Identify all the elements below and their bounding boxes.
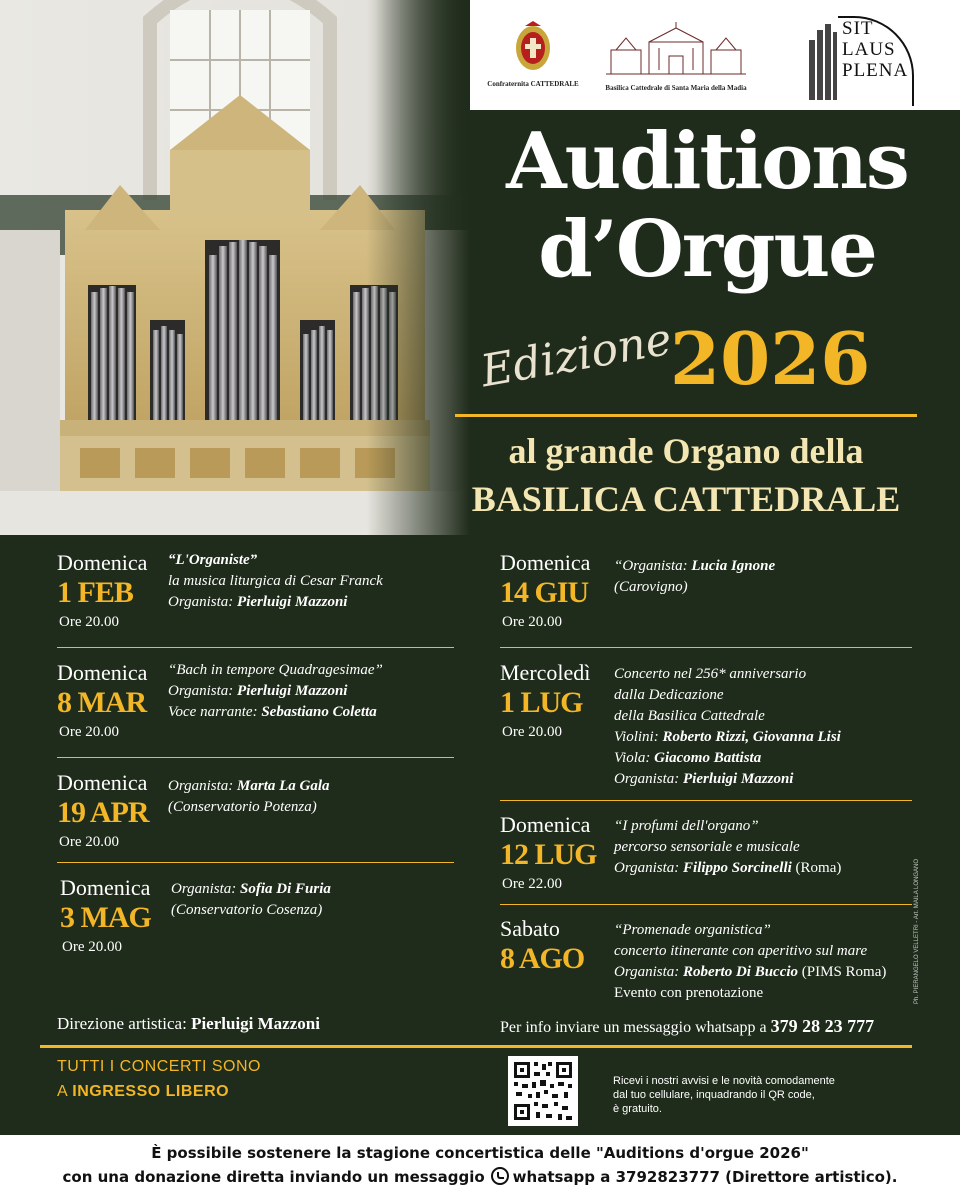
performer: Giacomo Battista (654, 750, 762, 766)
logos (470, 10, 950, 105)
performer: Pierluigi Mazzoni (683, 771, 794, 787)
performer: Roberto Di Buccio (683, 964, 799, 980)
footer (0, 1135, 960, 1200)
sit-laus-plena-text (842, 18, 908, 81)
confraternita-logo (478, 20, 588, 88)
free-entry-prefix: A (57, 1083, 68, 1100)
info-phone: 379 28 23 777 (770, 1016, 875, 1036)
qr-code-icon[interactable] (508, 1056, 578, 1126)
event-date: 19 APR (57, 796, 149, 829)
event-line: della Basilica Cattedrale (614, 708, 765, 724)
event-time: Ore 20.00 (59, 724, 119, 740)
role: Organista: (614, 771, 680, 787)
role: Organista: (168, 778, 234, 794)
event-1-lug (500, 660, 920, 795)
event-8-ago (500, 916, 920, 1011)
event-description (171, 879, 331, 921)
title-line-1: Auditions (506, 116, 908, 207)
event-date: 8 MAR (57, 686, 147, 719)
event-19-apr (57, 770, 457, 855)
photo-credit: Ph. PIERANGELO VELLETRI - Art. MAILA LONGANO (914, 858, 920, 1004)
page-title (472, 118, 942, 294)
role: Organista: (614, 964, 680, 980)
event-date: 3 MAG (60, 901, 151, 934)
event-performer-line (168, 776, 330, 797)
sit-line-2: LAUS (842, 39, 896, 60)
event-day: Mercoledì (500, 660, 591, 685)
separator (500, 800, 912, 801)
event-performer-line (614, 858, 841, 879)
separator (500, 904, 912, 905)
divider (455, 414, 917, 417)
role: Violini: (614, 729, 659, 745)
event-extra: Evento con prenotazione (614, 985, 764, 1001)
event-day: Domenica (500, 812, 591, 837)
performer: Roberto Rizzi, Giovanna Lisi (662, 729, 841, 745)
edition (470, 310, 920, 410)
event-line: dalla Dedicazione (614, 687, 724, 703)
free-entry-bold: INGRESSO LIBERO (72, 1083, 230, 1100)
event-8-mar (57, 660, 457, 755)
performer: Pierluigi Mazzoni (237, 594, 348, 610)
event-time: Ore 22.00 (502, 876, 562, 892)
event-day: Domenica (60, 875, 151, 900)
role: “Organista: (614, 558, 688, 574)
performer: Filippo Sorcinelli (683, 860, 792, 876)
separator (57, 647, 454, 648)
event-14-giu (500, 550, 920, 645)
event-3-mag (60, 875, 460, 965)
edition-year: 2026 (670, 316, 871, 401)
role: Organista: (614, 860, 680, 876)
separator (57, 862, 454, 863)
event-performer-line (614, 769, 841, 790)
basilica-caption: Basilica Cattedrale di Santa Maria della Madia (605, 84, 747, 92)
subtitle-line-2: BASILICA CATTEDRALE (471, 479, 901, 519)
event-date: 8 AGO (500, 942, 585, 975)
event-day: Sabato (500, 916, 560, 941)
header-area (0, 0, 960, 535)
separator (57, 757, 454, 758)
event-line: concerto itinerante con aperitivo sul mare (614, 943, 868, 959)
separator (500, 647, 912, 648)
event-description (614, 664, 841, 790)
free-entry-line-1: TUTTI I CONCERTI SONO (57, 1058, 261, 1075)
qr-note-line: dal tuo cellulare, inquadrando il QR code, (613, 1089, 815, 1101)
artistic-direction (57, 1014, 320, 1034)
contact-info (500, 1016, 874, 1037)
basilica-logo (596, 20, 756, 92)
footer-line-1: È possibile sostenere la stagione concertistica delle "Auditions d'orgue 2026" (151, 1144, 809, 1162)
event-time: Ore 20.00 (502, 614, 562, 630)
event-time: Ore 20.00 (62, 939, 122, 955)
basilica-sketch-icon (601, 20, 751, 76)
event-day: Domenica (57, 550, 148, 575)
title-line-2: d’Orgue (538, 204, 876, 295)
event-time: Ore 20.00 (59, 834, 119, 850)
event-performer-line (168, 592, 383, 613)
event-description (168, 550, 383, 613)
performer: Sebastiano Coletta (261, 704, 377, 720)
role: Organista: (168, 594, 234, 610)
role: Voce narrante: (168, 704, 258, 720)
event-day: Domenica (500, 550, 591, 575)
crest-icon (513, 20, 553, 72)
event-performer-line (171, 879, 331, 900)
event-line: “Bach in tempore Quadragesimae” (168, 662, 383, 678)
role: Viola: (614, 750, 651, 766)
performer: Marta La Gala (237, 778, 330, 794)
event-date: 14 GIU (500, 576, 589, 609)
event-time: Ore 20.00 (502, 724, 562, 740)
event-line: “I profumi dell'organo” (614, 818, 759, 834)
event-description (614, 556, 775, 598)
event-day: Domenica (57, 770, 148, 795)
footer-suffix: whatsapp a 3792823777 (Direttore artistico). (512, 1168, 898, 1186)
event-performer-line (614, 962, 886, 983)
event-performer-line (614, 748, 841, 769)
edition-label: Edizione (477, 313, 676, 398)
qr-note-line: è gratuito. (613, 1103, 662, 1115)
event-line: Concerto nel 256* anniversario (614, 666, 807, 682)
event-line: percorso sensoriale e musicale (614, 839, 800, 855)
qr-note-line: Ricevi i nostri avvisi e le novità comodamente (613, 1075, 835, 1087)
footer-prefix: con una donazione diretta inviando un messaggio (62, 1168, 485, 1186)
direction-label: Direzione artistica: (57, 1014, 187, 1033)
event-date: 1 LUG (500, 686, 583, 719)
event-time: Ore 20.00 (59, 614, 119, 630)
event-1-feb (57, 550, 457, 645)
event-note: (Conservatorio Cosenza) (171, 902, 323, 918)
info-text: Per info inviare un messaggio whatsapp a (500, 1019, 767, 1036)
event-note: (PIMS Roma) (801, 964, 887, 980)
event-line: la musica liturgica di Cesar Franck (168, 573, 383, 589)
divider (40, 1045, 912, 1048)
event-date: 12 LUG (500, 838, 597, 871)
direction-name: Pierluigi Mazzoni (191, 1014, 320, 1033)
event-performer-line (168, 702, 383, 723)
performer: Sofia Di Furia (240, 881, 331, 897)
event-12-lug (500, 812, 920, 902)
role: Organista: (171, 881, 237, 897)
organ-pipes-icon (808, 22, 838, 102)
subtitle-line-1: al grande Organo della (508, 431, 864, 471)
qr-note (613, 1074, 835, 1116)
event-description (614, 816, 841, 879)
sit-line-3: PLENA (842, 60, 909, 81)
event-performer-line (614, 727, 841, 748)
event-description (168, 776, 330, 818)
sit-laus-plena-logo (808, 16, 918, 104)
event-line: “Promenade organistica” (614, 922, 771, 938)
confraternita-caption: Confraternita CATTEDRALE (487, 80, 579, 88)
role: Organista: (168, 683, 234, 699)
performer: Lucia Ignone (691, 558, 776, 574)
organ-photo (0, 0, 470, 535)
free-entry-line-2 (57, 1083, 229, 1101)
event-date: 1 FEB (57, 576, 133, 609)
footer-line-2 (0, 1167, 960, 1186)
event-note: (Roma) (795, 860, 842, 876)
event-performer-line (168, 681, 383, 702)
sit-line-1: SIT (842, 18, 874, 39)
whatsapp-icon (491, 1167, 509, 1185)
event-performer-line (614, 556, 775, 577)
event-note: (Conservatorio Potenza) (168, 799, 317, 815)
event-line: “L'Organiste” (168, 552, 258, 568)
event-description (168, 660, 383, 723)
event-day: Domenica (57, 660, 148, 685)
performer: Pierluigi Mazzoni (237, 683, 348, 699)
event-description (614, 920, 886, 1004)
event-note: (Carovigno) (614, 579, 688, 595)
